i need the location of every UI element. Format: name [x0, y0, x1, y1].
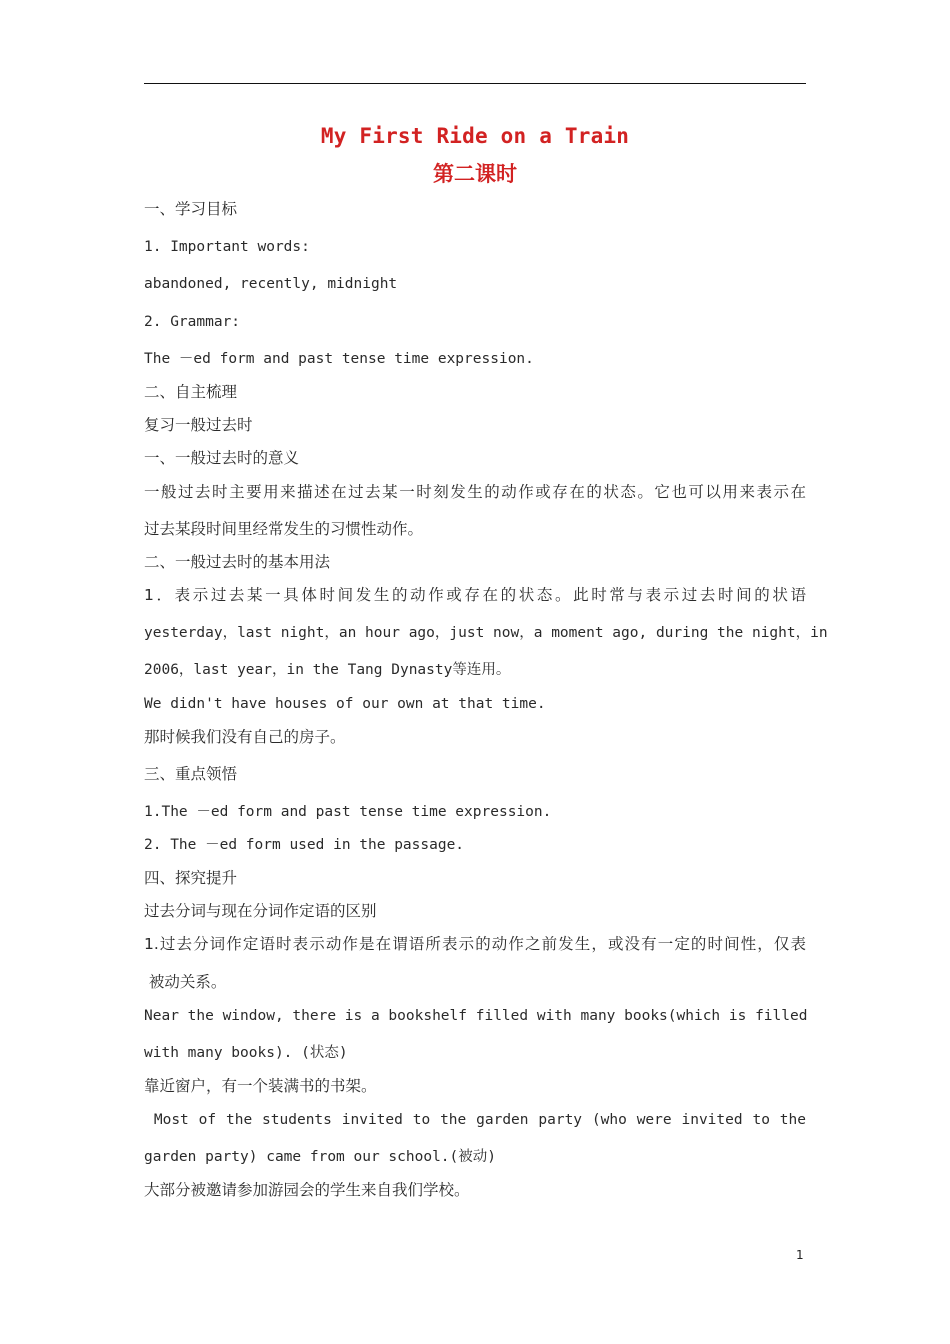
- text-line: 过去某段时间里经常发生的习惯性动作。: [144, 520, 424, 538]
- text-line: 2006，last year，in the Tang Dynasty等连用。: [144, 662, 511, 678]
- text-line: The －ed form and past tense time expression.: [144, 351, 534, 367]
- text-line: abandoned, recently, midnight: [144, 276, 398, 292]
- text-line: 复习一般过去时: [144, 416, 253, 434]
- section-heading: 一、学习目标: [144, 200, 238, 218]
- title-chinese: 第二课时: [433, 162, 517, 186]
- section-heading: 三、重点领悟: [144, 765, 238, 783]
- text-line: yesterday，last night，an hour ago，just now，a moment ago, during the night，in: [144, 625, 828, 641]
- title-english: My First Ride on a Train: [320, 124, 630, 148]
- section-heading: 四、探究提升: [144, 869, 238, 887]
- text-line: 1.The －ed form and past tense time expression.: [144, 804, 552, 820]
- text-line: 1. Important words:: [144, 239, 310, 255]
- text-line: 2. Grammar:: [144, 314, 241, 330]
- page-number: 1: [796, 1248, 804, 1262]
- text-line: Most of the students invited to the garden party (who were invited to the: [144, 1112, 806, 1128]
- text-line: 靠近窗户，有一个装满书的书架。: [144, 1077, 377, 1095]
- text-line: 那时候我们没有自己的房子。: [144, 728, 346, 746]
- text-line: 大部分被邀请参加游园会的学生来自我们学校。: [144, 1181, 470, 1199]
- text-line: 1．表示过去某一具体时间发生的动作或存在的状态。此时常与表示过去时间的状语: [144, 586, 806, 604]
- text-line: Near the window, there is a bookshelf filled with many books(which is filled: [144, 1008, 808, 1024]
- text-line: We didn't have houses of our own at that time.: [144, 696, 546, 712]
- text-line: 过去分词与现在分词作定语的区别: [144, 902, 377, 920]
- text-line: 2. The －ed form used in the passage.: [144, 837, 465, 853]
- section-heading: 二、自主梳理: [144, 383, 238, 401]
- section-heading: 一、一般过去时的意义: [144, 449, 300, 467]
- text-line: 一般过去时主要用来描述在过去某一时刻发生的动作或存在的状态。它也可以用来表示在: [144, 483, 806, 501]
- section-heading: 二、一般过去时的基本用法: [144, 553, 331, 571]
- text-line: garden party) came from our school.(被动): [144, 1149, 497, 1165]
- text-line: with many books). (状态): [144, 1045, 348, 1061]
- header-rule: [144, 83, 806, 84]
- text-line: 被动关系。: [144, 973, 227, 991]
- text-line: 1.过去分词作定语时表示动作是在谓语所表示的动作之前发生，或没有一定的时间性，仅表: [144, 935, 806, 953]
